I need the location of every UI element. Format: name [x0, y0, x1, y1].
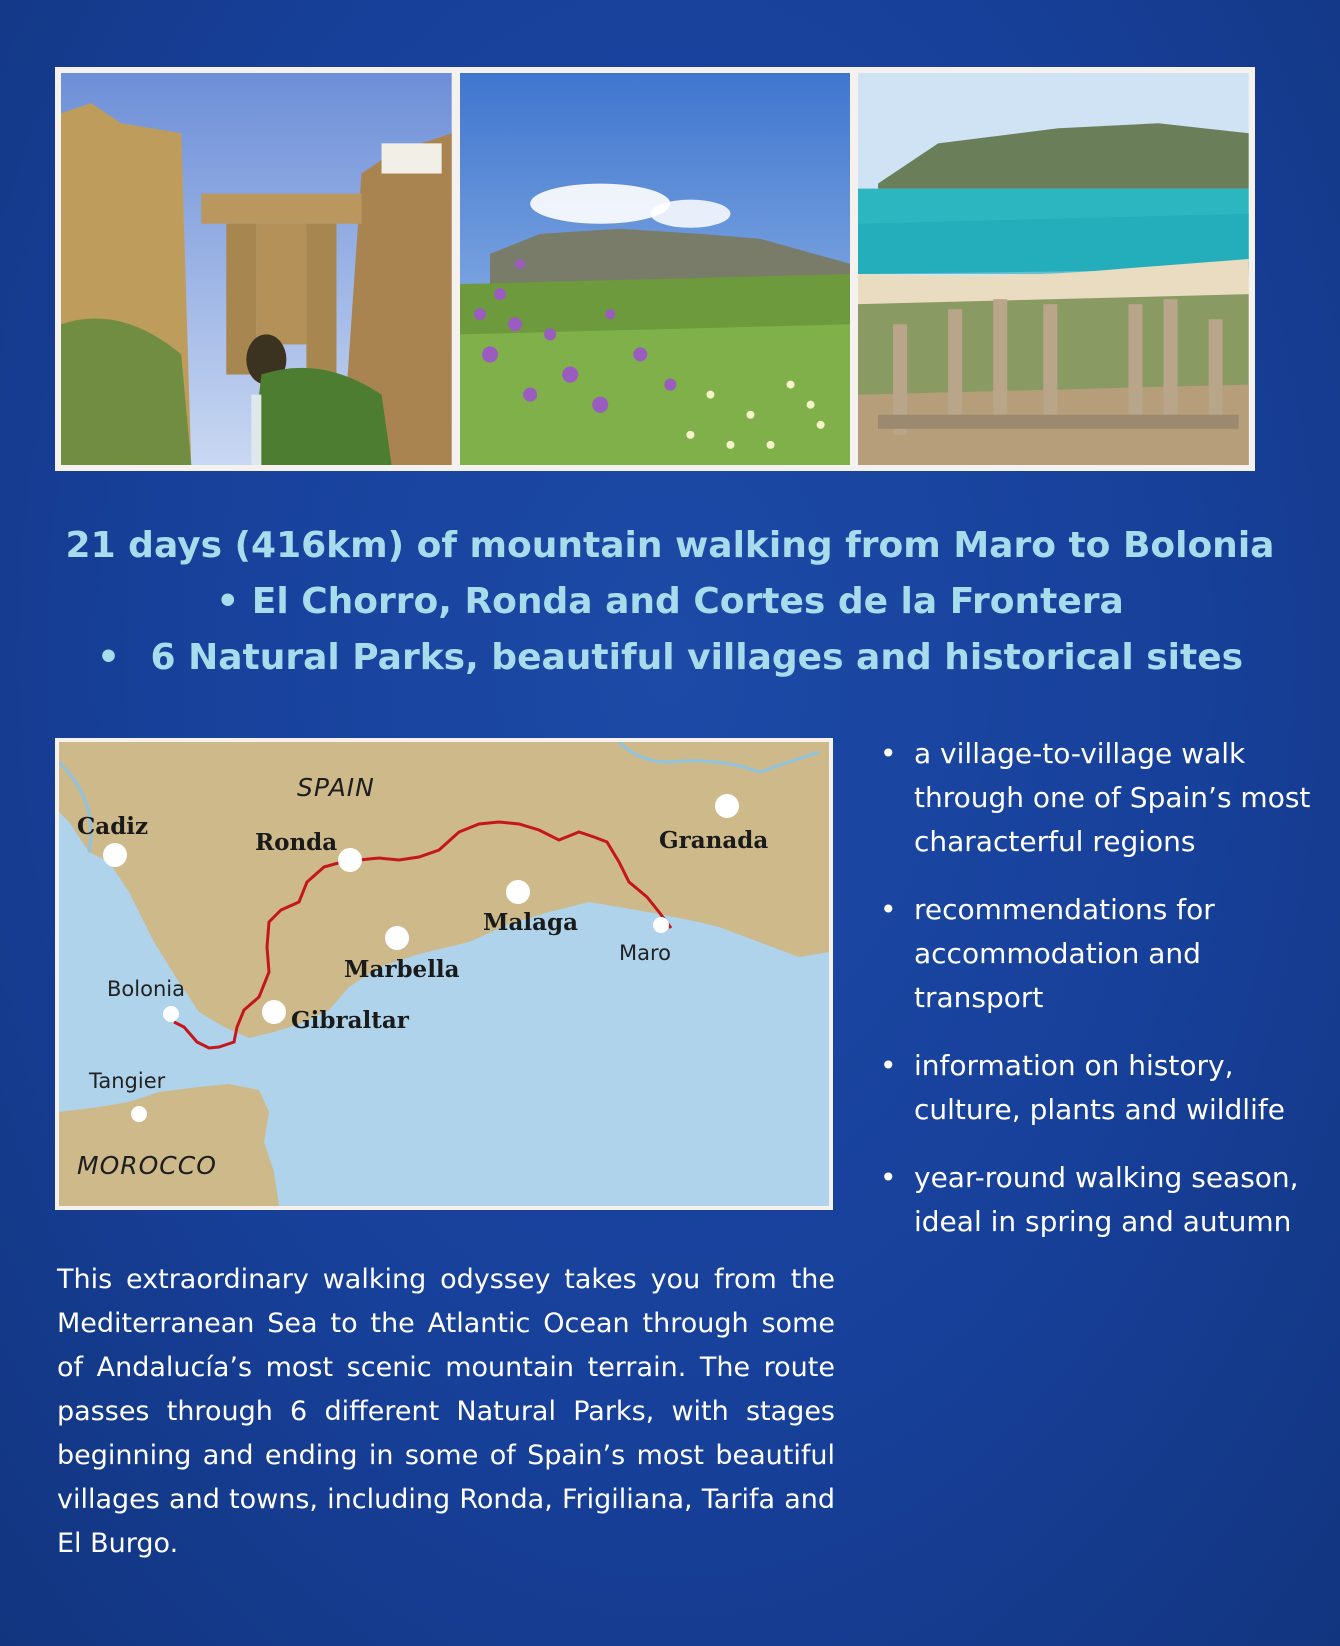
label-malaga: Malaga	[483, 909, 578, 936]
feature-item: • year-round walking season, ideal in spring and autumn	[880, 1156, 1320, 1244]
dot-bolonia	[163, 1006, 179, 1022]
dot-cadiz	[103, 843, 127, 867]
label-tangier: Tangier	[89, 1069, 166, 1093]
headline	[40, 518, 1300, 686]
feature-item: • recommendations for accommodation and transport	[880, 888, 1320, 1020]
headline-line-2: • El Chorro, Ronda and Cortes de la Frontera	[216, 581, 1124, 622]
photo-bolonia-ruins	[858, 73, 1249, 465]
route-map	[55, 738, 833, 1210]
photo-ronda-bridge	[61, 73, 452, 465]
description: This extraordinary walking odyssey takes you from the Mediterranean Sea to the Atlantic Ocean through some of Andalucía’s most scenic mountain terrain. The route passes through 6 different Natural Parks, with stages beginning and ending in some of Spain’s most beautiful villages and towns, including Ronda, Frigiliana, Tarifa and El Burgo.	[57, 1264, 835, 1559]
dot-granada	[715, 794, 739, 818]
label-granada: Granada	[659, 827, 769, 854]
label-spain: SPAIN	[297, 773, 375, 802]
label-ronda: Ronda	[255, 829, 338, 856]
headline-line-3	[40, 630, 1300, 686]
feature-item: • a village-to-village walk through one of Spain’s most characterful regions	[880, 732, 1320, 864]
headline-bullet: •	[96, 637, 120, 678]
label-maro: Maro	[619, 941, 672, 965]
label-marbella: Marbella	[344, 956, 460, 983]
feature-item: • information on history, culture, plants and wildlife	[880, 1044, 1320, 1132]
photo-strip	[55, 67, 1255, 471]
headline-line-1: 21 days (416km) of mountain walking from Maro to Bolonia	[65, 525, 1275, 566]
dot-tangier	[131, 1106, 147, 1122]
features-list	[880, 732, 1320, 1268]
dot-maro	[653, 917, 669, 933]
dot-gibraltar	[262, 1000, 286, 1024]
dot-marbella	[385, 926, 409, 950]
dot-malaga	[506, 880, 530, 904]
headline-line-3-text: 6 Natural Parks, beautiful villages and historical sites	[150, 637, 1244, 678]
dot-ronda	[338, 848, 362, 872]
photo-mountain-meadow	[460, 73, 851, 465]
label-bolonia: Bolonia	[107, 977, 185, 1001]
label-morocco: MOROCCO	[77, 1151, 217, 1180]
label-cadiz: Cadiz	[77, 813, 149, 840]
label-gibraltar: Gibraltar	[291, 1007, 409, 1034]
